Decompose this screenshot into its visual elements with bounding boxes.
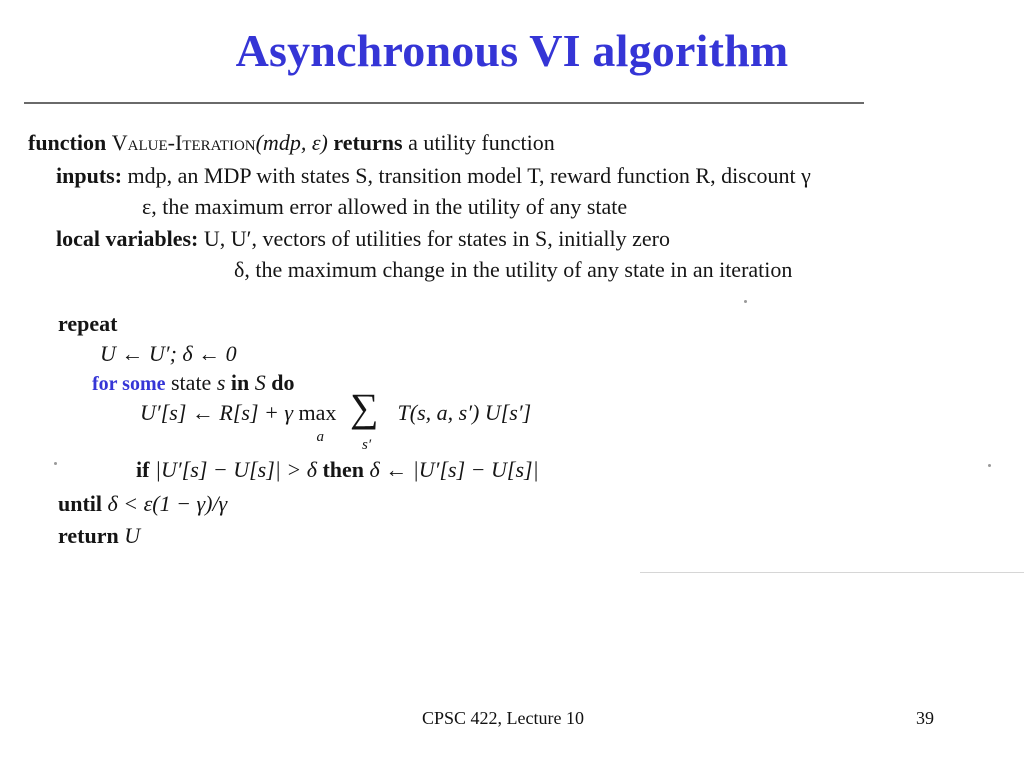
- update-rhs: T(s, a, s′) U[s′]: [397, 400, 532, 425]
- keyword-repeat: repeat: [58, 311, 118, 336]
- return-value: U: [124, 523, 141, 548]
- keyword-in: in: [230, 370, 250, 395]
- algo-line-function-header: [28, 130, 555, 156]
- sum-symbol: ∑: [350, 385, 379, 430]
- keyword-do: do: [271, 370, 295, 395]
- keyword-local-variables: local variables:: [56, 226, 199, 251]
- keyword-inputs-label: inputs:: [56, 163, 123, 188]
- algo-line-local-variables: [56, 226, 670, 252]
- reset-text: U ← U′; δ ← 0: [100, 341, 237, 366]
- var-s: s: [216, 370, 226, 395]
- algo-line-repeat: [58, 311, 117, 337]
- algo-line-epsilon: [142, 194, 627, 220]
- update-lhs: U′[s] ← R[s] + γ: [140, 400, 294, 425]
- max-subscript: a: [316, 429, 325, 445]
- for-some-annotation: for some: [92, 373, 166, 395]
- delta-text: δ, the maximum change in the utility of any state in an iteration: [234, 257, 793, 282]
- keyword-if: if: [136, 457, 150, 482]
- function-args: (mdp, ε): [255, 130, 328, 155]
- var-S: S: [254, 370, 266, 395]
- footer-course-label: CPSC 422, Lecture 10: [422, 708, 584, 728]
- return-description: a utility function: [408, 130, 555, 155]
- inputs-text: mdp, an MDP with states S, transition model T, reward function R, discount γ: [127, 163, 811, 188]
- local-variables-text: U, U′, vectors of utilities for states in S, initially zero: [203, 226, 670, 251]
- keyword-until: until: [58, 491, 103, 516]
- page-number: 39: [916, 708, 934, 728]
- algo-line-bellman-update: [140, 385, 532, 453]
- epsilon-text: ε, the maximum error allowed in the utility of any state: [142, 194, 628, 219]
- sum-operator: [348, 385, 392, 453]
- then-assignment: δ ← |U′[s] − U[s]|: [369, 457, 539, 482]
- algo-line-until: [58, 491, 227, 517]
- if-condition: |U′[s] − U[s]| > δ: [154, 457, 317, 482]
- algo-line-delta: [234, 257, 792, 283]
- keyword-return: return: [58, 523, 119, 548]
- function-name: Value-Iteration: [111, 130, 256, 155]
- algo-line-return: [58, 523, 140, 549]
- keyword-returns: returns: [333, 130, 403, 155]
- algo-line-inputs: [56, 163, 811, 189]
- until-condition: δ < ε(1 − γ)/γ: [107, 491, 228, 516]
- algo-line-if-then: [136, 457, 539, 483]
- keyword-then: then: [322, 457, 364, 482]
- keyword-function: function: [28, 130, 107, 155]
- max-operator: [298, 400, 343, 445]
- max-label: max: [298, 400, 337, 425]
- sum-subscript: s′: [362, 437, 372, 453]
- algo-line-reset: [100, 341, 237, 367]
- algo-line-for-some: [92, 370, 295, 397]
- state-word: state: [171, 370, 212, 395]
- slide-title: Asynchronous VI algorithm: [235, 25, 789, 76]
